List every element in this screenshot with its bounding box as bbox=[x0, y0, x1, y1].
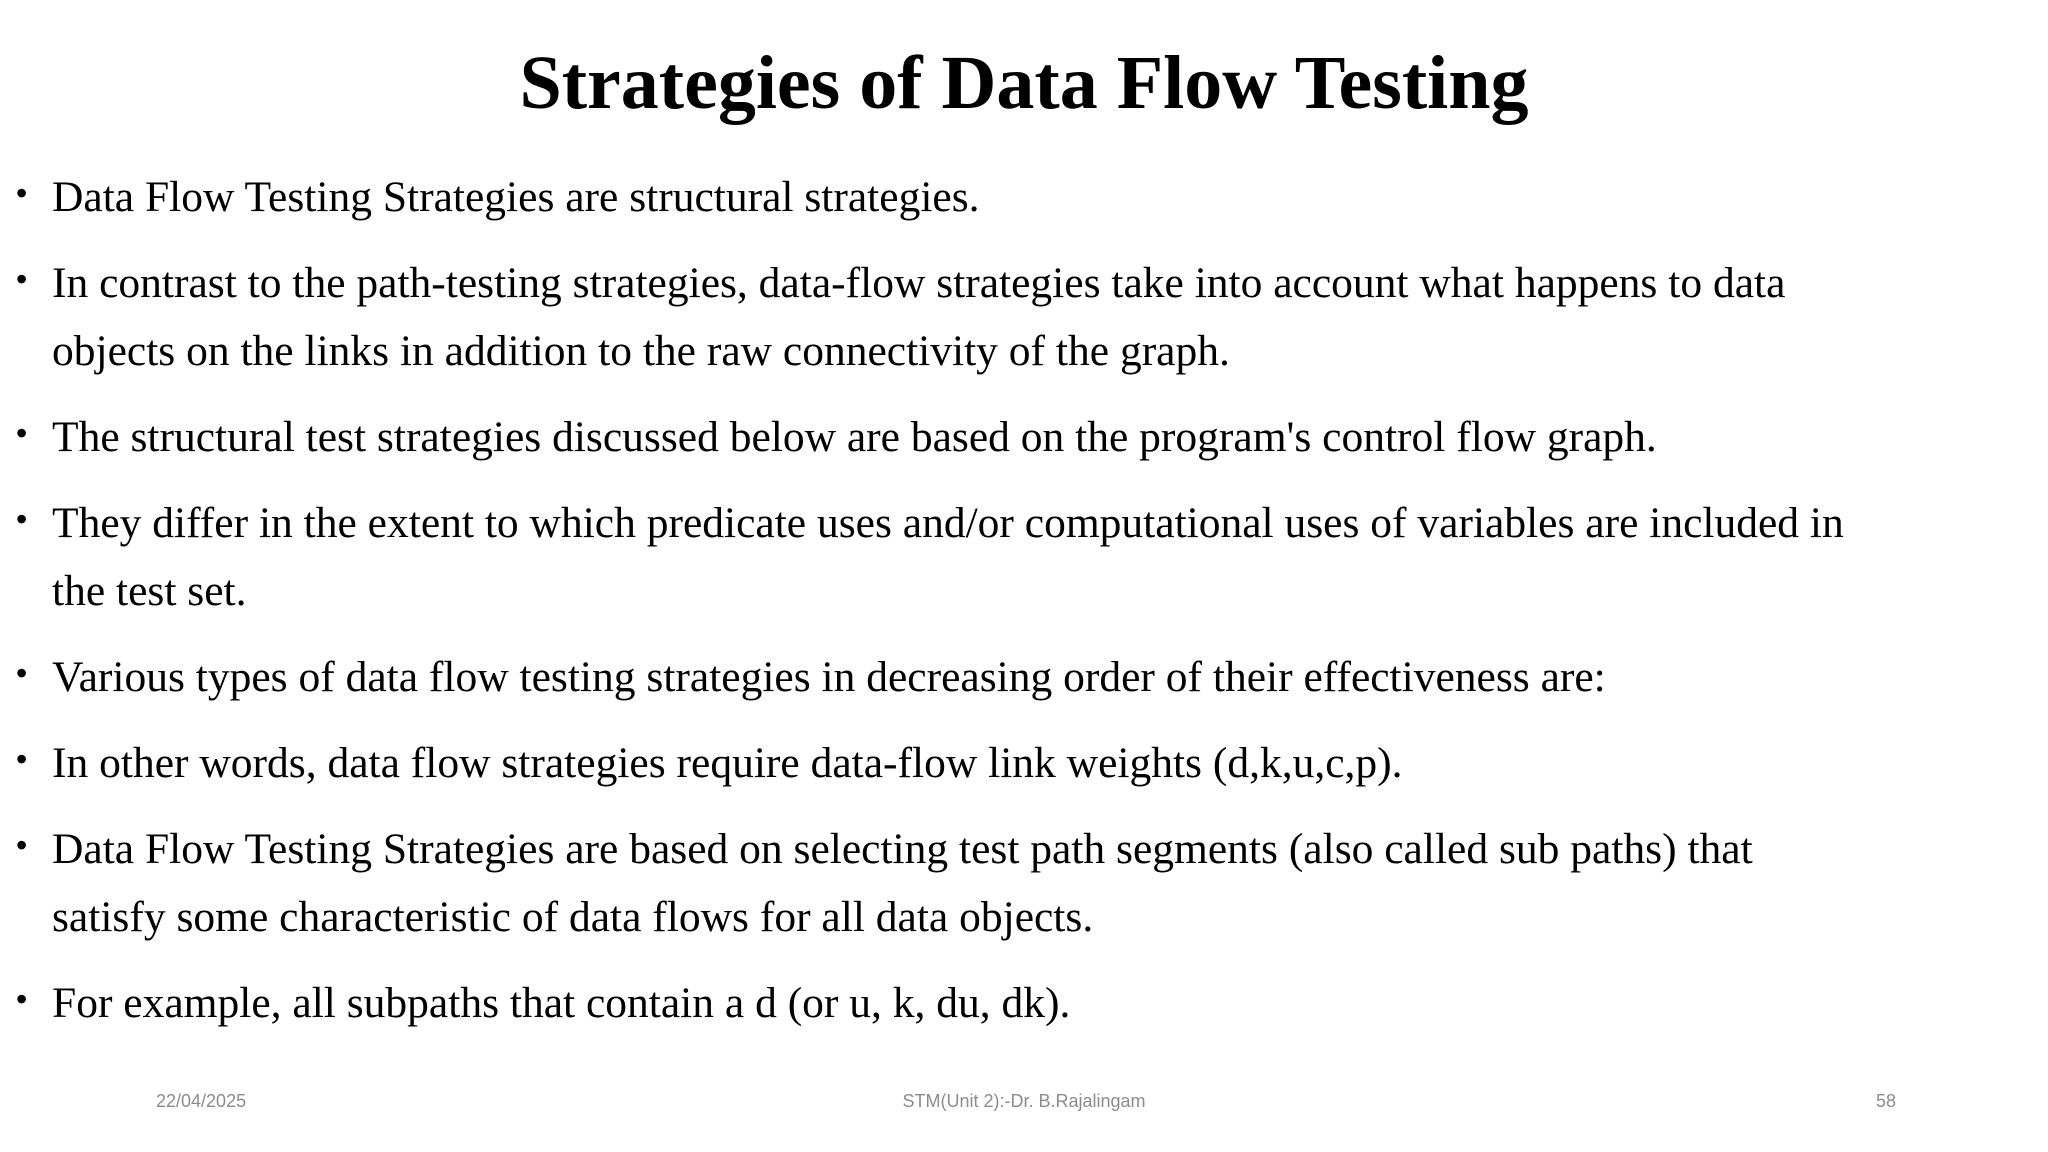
bullet-text: For example, all subpaths that contain a d (or u, k, du, dk). bbox=[52, 979, 1071, 1027]
bullet-icon: • bbox=[16, 981, 28, 1017]
bullet-icon: • bbox=[16, 741, 28, 777]
bullet-text: In other words, data flow strategies require data-flow link weights (d,k,u,c,p). bbox=[52, 739, 1403, 787]
slide-title: Strategies of Data Flow Testing bbox=[519, 41, 1529, 125]
bullet-item bbox=[0, 969, 2048, 1037]
footer-date: 22/04/2025 bbox=[156, 1091, 247, 1111]
bullet-text: objects on the links in addition to the raw connectivity of the graph. bbox=[52, 327, 1230, 375]
bullet-text: Data Flow Testing Strategies are structural strategies. bbox=[52, 173, 980, 221]
bullet-icon: • bbox=[16, 415, 28, 451]
bullet-item bbox=[0, 815, 2048, 951]
bullet-text: In contrast to the path-testing strategies, data-flow strategies take into account what happens to data bbox=[52, 259, 1786, 307]
bullet-icon: • bbox=[16, 261, 28, 297]
bullet-text: Various types of data flow testing strategies in decreasing order of their effectiveness are: bbox=[52, 653, 1606, 701]
bullet-text: the test set. bbox=[52, 567, 247, 615]
bullet-item bbox=[0, 729, 2048, 797]
footer-presenter: STM(Unit 2):-Dr. B.Rajalingam bbox=[902, 1091, 1146, 1111]
bullet-icon: • bbox=[16, 175, 28, 211]
footer-page-number: 58 bbox=[1876, 1091, 1897, 1111]
bullet-item bbox=[0, 163, 2048, 231]
bullet-text: satisfy some characteristic of data flows for all data objects. bbox=[52, 893, 1094, 941]
bullet-text: Data Flow Testing Strategies are based on selecting test path segments (also called sub paths) that bbox=[52, 825, 1753, 873]
bullet-icon: • bbox=[16, 501, 28, 537]
bullet-text: The structural test strategies discussed below are based on the program's control flow graph. bbox=[52, 413, 1657, 461]
bullet-item bbox=[0, 403, 2048, 471]
bullet-list bbox=[0, 163, 2048, 1055]
bullet-item bbox=[0, 249, 2048, 385]
bullet-icon: • bbox=[16, 655, 28, 691]
bullet-icon: • bbox=[16, 827, 28, 863]
bullet-text: They differ in the extent to which predicate uses and/or computational uses of variables are included in bbox=[52, 499, 1844, 547]
bullet-item bbox=[0, 489, 2048, 625]
bullet-item bbox=[0, 643, 2048, 711]
